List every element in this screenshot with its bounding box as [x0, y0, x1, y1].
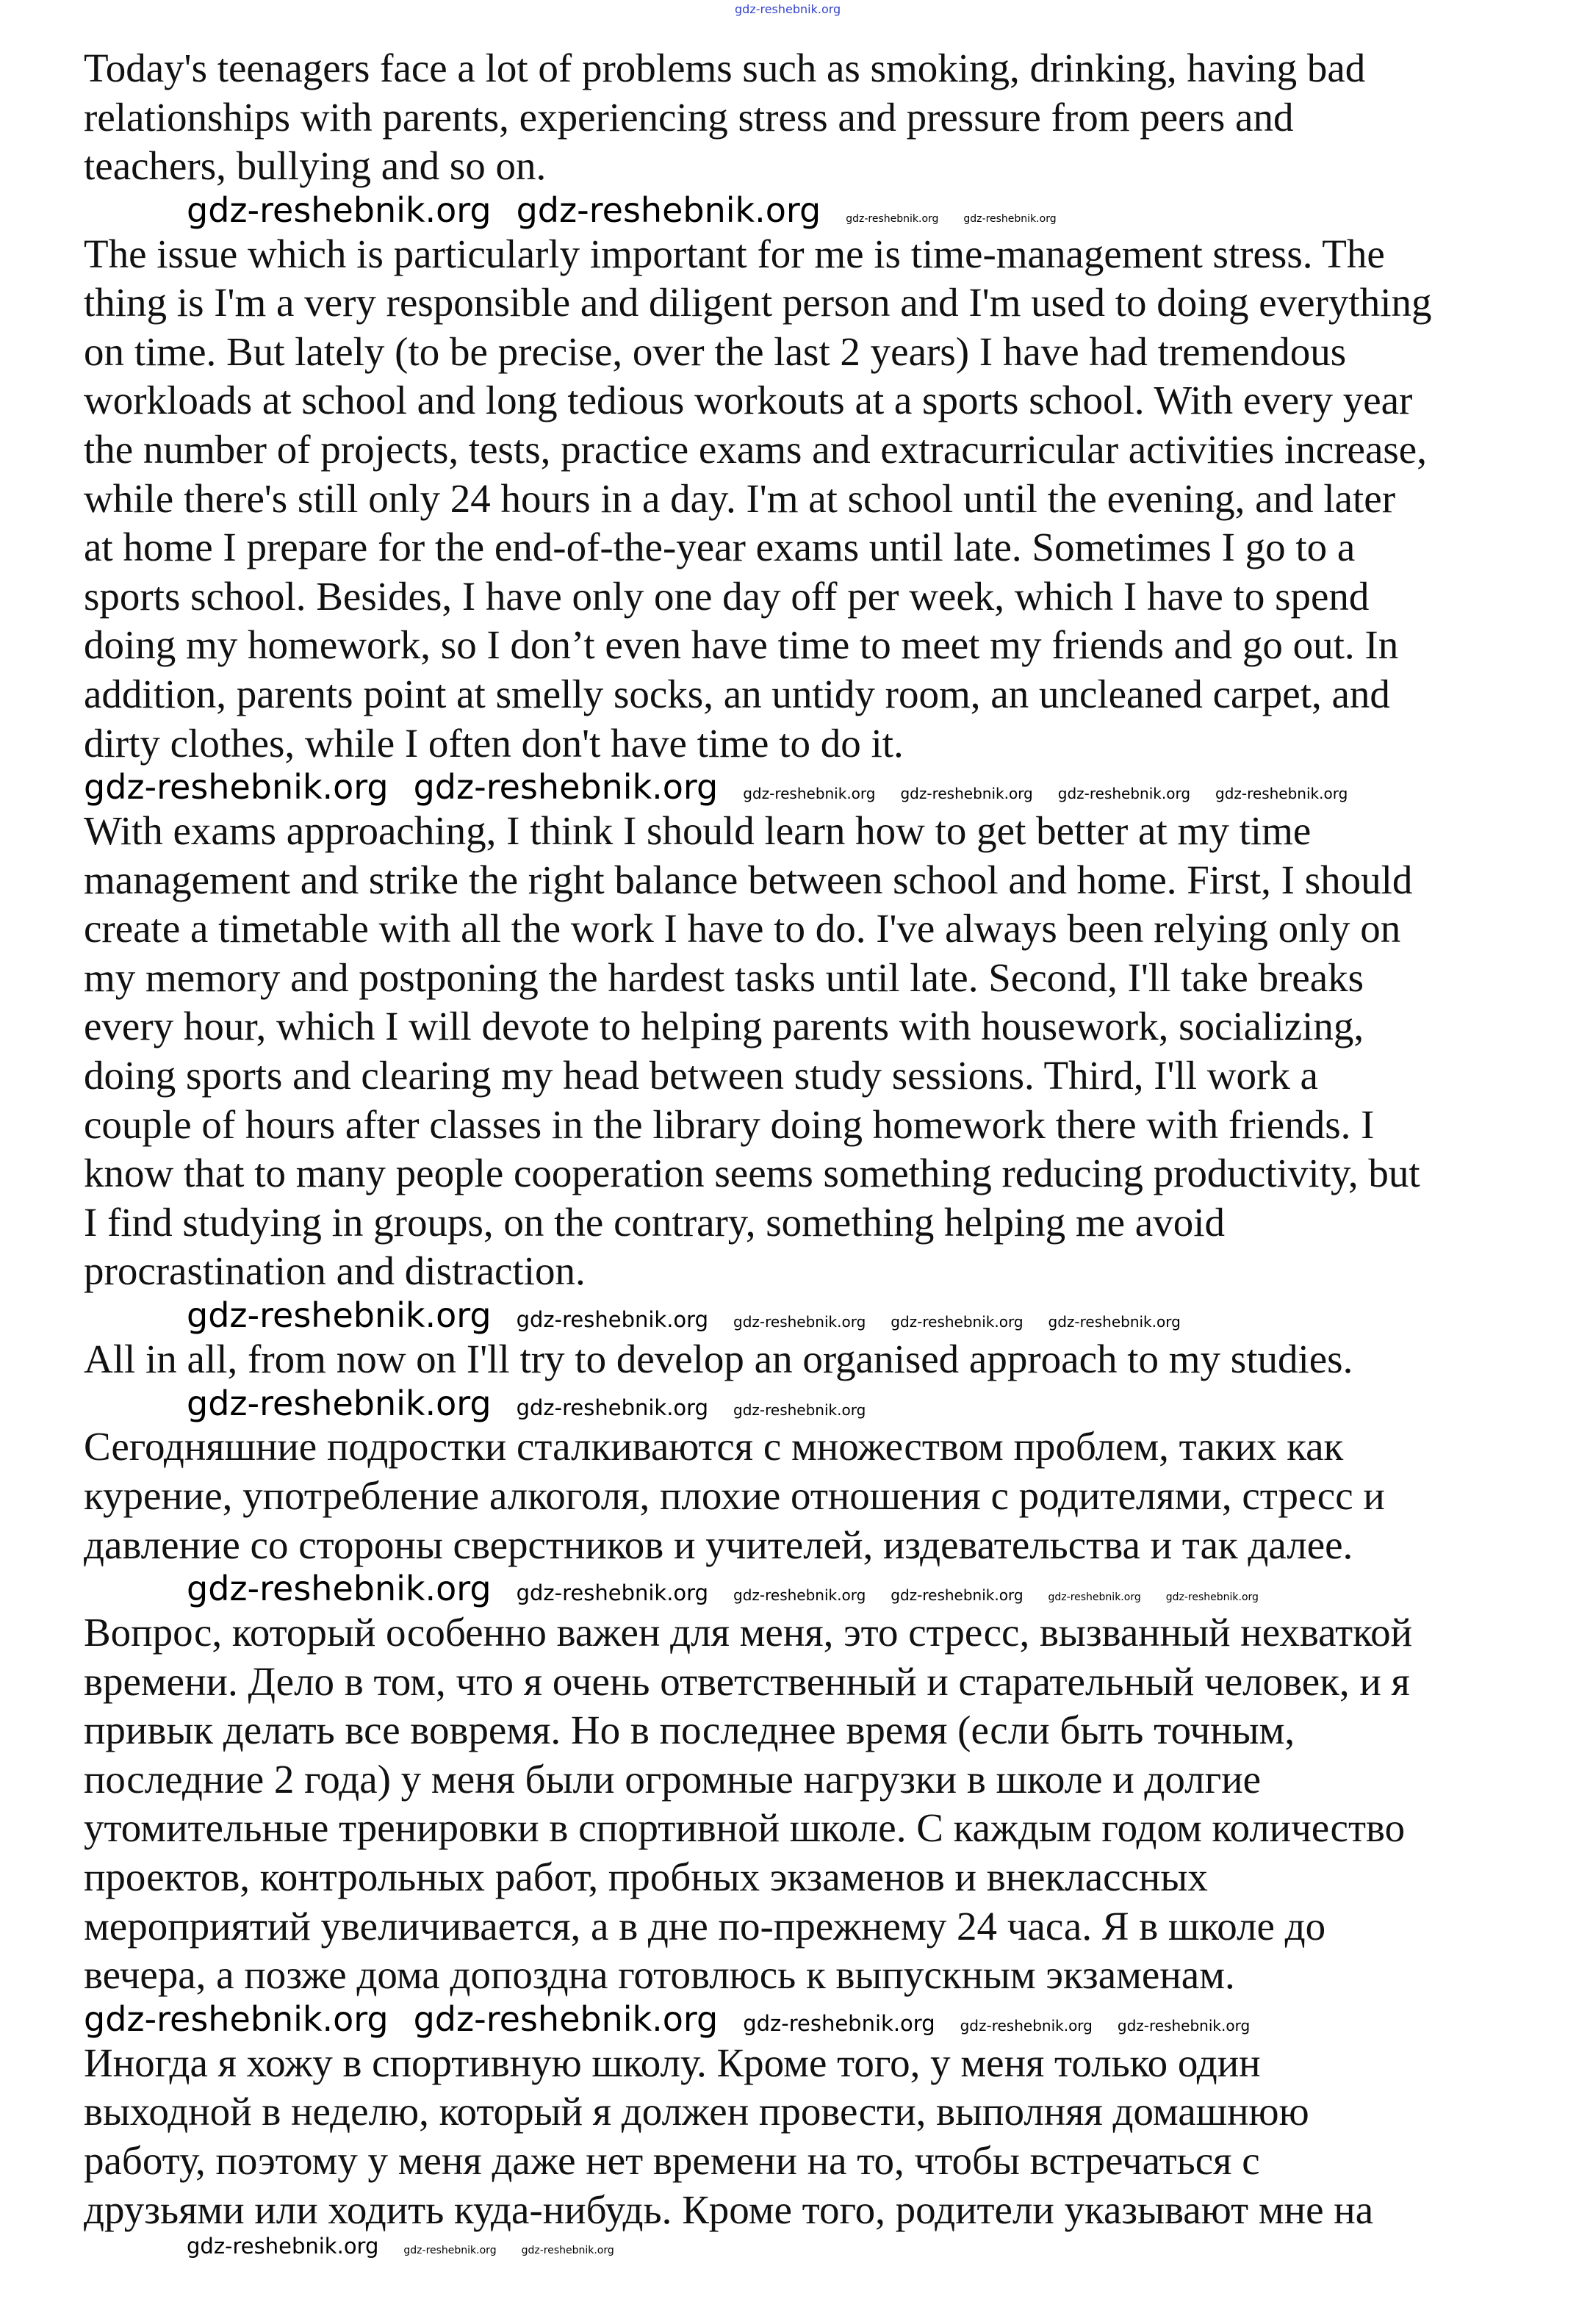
- text-line: Сегодняшние подростки сталкиваются с множеством проблем, таких как: [84, 1424, 1344, 1469]
- text-line: I find studying in groups, on the contrary, something helping me avoid: [84, 1199, 1225, 1245]
- header-watermark-link[interactable]: gdz-reshebnik.org: [735, 2, 841, 16]
- watermark: gdz-reshebnik.org: [960, 2016, 1093, 2035]
- text-line: thing is I'm a very responsible and diligent person and I'm used to doing everything: [84, 280, 1432, 325]
- watermark: gdz-reshebnik.org: [743, 785, 876, 803]
- watermark-row: [84, 2000, 1590, 2039]
- text-line: doing sports and clearing my head between study sessions. Third, I'll work a: [84, 1053, 1318, 1098]
- watermark: gdz-reshebnik.org: [84, 1999, 389, 2039]
- watermark-row: [84, 1296, 1590, 1335]
- text-line: Today's teenagers face a lot of problems such as smoking, drinking, having bad: [84, 46, 1366, 90]
- text-line: друзьями или ходить куда-нибудь. Кроме того, родители указывают мне на: [84, 2187, 1374, 2232]
- watermark-row: [84, 1384, 1590, 1423]
- text-line: on time. But lately (to be precise, over the last 2 years) I have had tremendous: [84, 328, 1347, 374]
- text-line: relationships with parents, experiencing stress and pressure from peers and: [84, 94, 1294, 140]
- russian-paragraph-3: [84, 2039, 1590, 2234]
- watermark: gdz-reshebnik.org: [733, 1313, 866, 1331]
- text-line: All in all, from now on I'll try to develop an organised approach to my studies.: [84, 1336, 1353, 1381]
- watermark: gdz-reshebnik.org: [516, 1395, 708, 1420]
- text-line: привык делать все вовремя. Но в последнее время (если быть точным,: [84, 1708, 1295, 1753]
- watermark: gdz-reshebnik.org: [1215, 785, 1348, 803]
- text-line: management and strike the right balance between school and home. First, I should: [84, 857, 1413, 902]
- watermark: gdz-reshebnik.org: [413, 1999, 719, 2039]
- text-line: dirty clothes, while I often don't have time to do it.: [84, 720, 904, 766]
- russian-paragraph-2: [84, 1608, 1590, 2000]
- russian-paragraph-1: [84, 1422, 1590, 1569]
- text-line: работу, поэтому у меня даже нет времени на то, чтобы встречаться с: [84, 2137, 1260, 2183]
- watermark-row: [84, 191, 1590, 230]
- watermark: gdz-reshebnik.org: [516, 190, 821, 230]
- watermark-row: [84, 2234, 1590, 2259]
- watermark: gdz-reshebnik.org: [187, 1295, 492, 1336]
- watermark-row: [84, 1569, 1590, 1608]
- watermark: gdz-reshebnik.org: [1057, 785, 1191, 803]
- text-line: know that to many people cooperation seems something reducing productivity, but: [84, 1151, 1420, 1196]
- watermark: gdz-reshebnik.org: [413, 767, 719, 807]
- text-line: Иногда я хожу в спортивную школу. Кроме того, у меня только один: [84, 2040, 1261, 2085]
- watermark-row: [84, 768, 1590, 807]
- watermark: gdz-reshebnik.org: [187, 1383, 492, 1423]
- watermark: gdz-reshebnik.org: [403, 2245, 497, 2257]
- document-page: [84, 44, 1590, 2259]
- text-line: addition, parents point at smelly socks, an untidy room, an uncleaned carpet, and: [84, 672, 1390, 717]
- watermark: gdz-reshebnik.org: [187, 190, 492, 230]
- watermark: gdz-reshebnik.org: [891, 1313, 1024, 1331]
- watermark: gdz-reshebnik.org: [743, 2010, 935, 2036]
- text-line: вечера, а позже дома допоздна готовлюсь к выпускным экзаменам.: [84, 1952, 1235, 1998]
- watermark: gdz-reshebnik.org: [1048, 1313, 1181, 1331]
- text-line: проектов, контрольных работ, пробных экзаменов и внеклассных: [84, 1854, 1208, 1900]
- watermark: gdz-reshebnik.org: [733, 1400, 866, 1419]
- text-line: времени. Дело в том, что я очень ответственный и старательный человек, и я: [84, 1658, 1410, 1704]
- text-line: while there's still only 24 hours in a day. I'm at school until the evening, and later: [84, 475, 1396, 521]
- watermark: gdz-reshebnik.org: [846, 212, 939, 225]
- text-line: create a timetable with all the work I have to do. I've always been relying only on: [84, 906, 1401, 951]
- text-line: курение, употребление алкоголя, плохие отношения с родителями, стресс и: [84, 1473, 1385, 1518]
- text-line: The issue which is particularly important for me is time-management stress. The: [84, 231, 1385, 276]
- watermark: gdz-reshebnik.org: [1165, 1591, 1259, 1604]
- text-line: couple of hours after classes in the library doing homework there with friends. I: [84, 1101, 1375, 1147]
- watermark: gdz-reshebnik.org: [963, 212, 1057, 225]
- watermark: gdz-reshebnik.org: [516, 1307, 708, 1333]
- watermark: gdz-reshebnik.org: [84, 767, 389, 807]
- text-line: Вопрос, который особенно важен для меня, это стресс, вызванный нехваткой: [84, 1610, 1413, 1655]
- text-line: the number of projects, tests, practice exams and extracurricular activities increase,: [84, 427, 1427, 472]
- watermark: gdz-reshebnik.org: [891, 1586, 1024, 1605]
- text-line: every hour, which I will devote to helping parents with housework, socializing,: [84, 1004, 1364, 1049]
- text-line: последние 2 года) у меня были огромные нагрузки в школе и долгие: [84, 1756, 1262, 1802]
- text-line: my memory and postponing the hardest tasks until late. Second, I'll take breaks: [84, 954, 1364, 1000]
- text-line: утомительные тренировки в спортивной школе. С каждым годом количество: [84, 1805, 1406, 1851]
- text-line: выходной в неделю, который я должен провести, выполняя домашнюю: [84, 2089, 1309, 2134]
- text-line: at home I prepare for the end-of-the-year exams until late. Sometimes I go to a: [84, 525, 1356, 570]
- english-paragraph-2: [84, 230, 1590, 769]
- english-paragraph-1: [84, 44, 1590, 191]
- text-line: teachers, bullying and so on.: [84, 143, 547, 189]
- text-line: sports school. Besides, I have only one day off per week, which I have to spend: [84, 573, 1370, 619]
- english-paragraph-4: [84, 1335, 1590, 1384]
- text-line: давление со стороны сверстников и учителей, издевательства и так далее.: [84, 1522, 1353, 1567]
- text-line: procrastination and distraction.: [84, 1248, 586, 1294]
- watermark: gdz-reshebnik.org: [733, 1586, 866, 1605]
- watermark: gdz-reshebnik.org: [1048, 1591, 1141, 1604]
- english-paragraph-3: [84, 807, 1590, 1296]
- watermark: gdz-reshebnik.org: [521, 2245, 614, 2257]
- text-line: мероприятий увеличивается, а в дне по-прежнему 24 часа. Я в школе до: [84, 1903, 1326, 1949]
- text-line: With exams approaching, I think I should learn how to get better at my time: [84, 808, 1312, 854]
- text-line: workloads at school and long tedious workouts at a sports school. With every year: [84, 378, 1413, 423]
- watermark: gdz-reshebnik.org: [1117, 2016, 1251, 2035]
- watermark: gdz-reshebnik.org: [187, 2234, 379, 2259]
- watermark: gdz-reshebnik.org: [516, 1580, 708, 1606]
- watermark: gdz-reshebnik.org: [900, 785, 1033, 803]
- watermark: gdz-reshebnik.org: [187, 1569, 492, 1609]
- text-line: doing my homework, so I don’t even have time to meet my friends and go out. In: [84, 622, 1399, 668]
